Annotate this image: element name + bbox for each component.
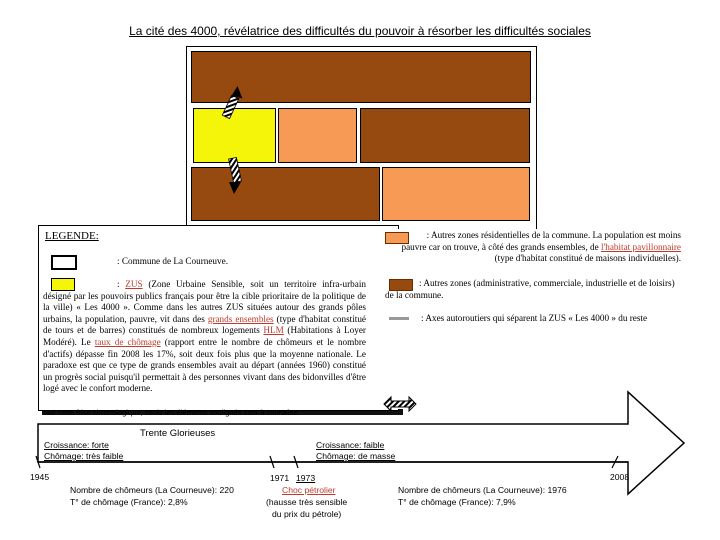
oil-shock-detail-2: du prix du pétrole) [272,509,342,519]
map-zone-residential-2 [382,167,530,221]
year-1971: 1971 [270,473,290,483]
year-2008: 2008 [610,472,630,482]
legend-highways-text: : Axes autoroutiers qui séparent la ZUS « Les 4000 » du reste [421,313,648,323]
oil-shock: Choc pétrolier [282,485,336,495]
legend-right [381,229,681,409]
map-zone-other-middle [360,108,530,163]
stats-1971-line2: T° de chômage (France): 2,8% [70,497,188,507]
term-hlm: HLM [263,325,284,336]
highway-arrow-north-icon [222,86,243,119]
period-label: Trente Glorieuses [140,428,216,439]
term-zus: ZUS [125,279,143,289]
map-zone-residential-1 [278,108,357,163]
term-habitat-pavillonnaire: l'habitat pavillonnaire [601,241,681,252]
left-growth: Croissance: forte [44,440,109,450]
highway-arrows [215,86,255,196]
year-1945: 1945 [30,472,50,482]
page-title: La cité des 4000, révélatrice des difficultés du pouvoir à résorber les difficultés sociales [129,24,591,38]
stats-1976-line1: Nombre de chômeurs (La Courneuve): 1976 [398,485,567,495]
right-unemployment: Chômage: de masse [316,451,396,461]
term-taux-chomage: taux de chômage [94,336,161,347]
legend-residential-text: : Autres zones résidentielles de la commune. La population est moins pauvre car on trouve, à côté des grands ensembles, de l'habitat pavillonnaire (type d'habitat constitué de maisons individuelles). [401,230,681,264]
oil-shock-detail-1: (hausse très sensible [266,497,348,507]
stats-1971-line1: Nombre de chômeurs (La Courneuve): 220 [70,485,234,495]
term-grands-ensembles: grands ensembles [207,313,274,324]
timeline-arrow [0,388,720,540]
right-growth: Croissance: faible [316,440,385,450]
stats-1976-line2: T° de chômage (France): 7,9% [398,497,516,507]
timeline-note: Sur cette frise chronologique, seuls les éléments soulignés sont à connaître. [44,408,301,417]
legend-zus-text: : ZUS (Zone Urbaine Sensible, soit un territoire infra-urbain désigné par les pouvoirs publics français pour être la cible prioritaire de la politique de la ville) « Les 4000 ». Comme dans les autres ZUS situées autour des grands pôles urbains, la population, pauvre, vit dans des grands ensembles (type d'habitat constitué de tours et de barres) constitués de nombreux logements HLM (Habitations à Loyer Modéré). Le taux de chômage (rapport entre le nombre de chômeurs et le nombre d'actifs) dépasse fin 2008 les 17%, soit deux fois plus que la moyenne nationale. Le paradoxe est que ce type de grands ensembles avait au départ (années 1960) constitué un progrès social puisqu'il permettait à des personnes vivant dans des bidonvilles d'être logé avec le confort moderne. [43,279,366,394]
highway-swatch [389,317,409,320]
legend-box [38,225,399,411]
legend-other-zones-text: : Autres zones (administrative, commerciale, industrielle et de loisirs) de la commune. [385,278,675,300]
left-unemployment: Chômage: très faible [44,451,124,461]
year-1973: 1973 [296,473,316,483]
legend-commune-text: : Commune de La Courneuve. [117,256,228,266]
commune-swatch [51,255,77,270]
highway-arrow-south-icon [229,157,242,194]
legend-title: LEGENDE: [45,230,99,242]
